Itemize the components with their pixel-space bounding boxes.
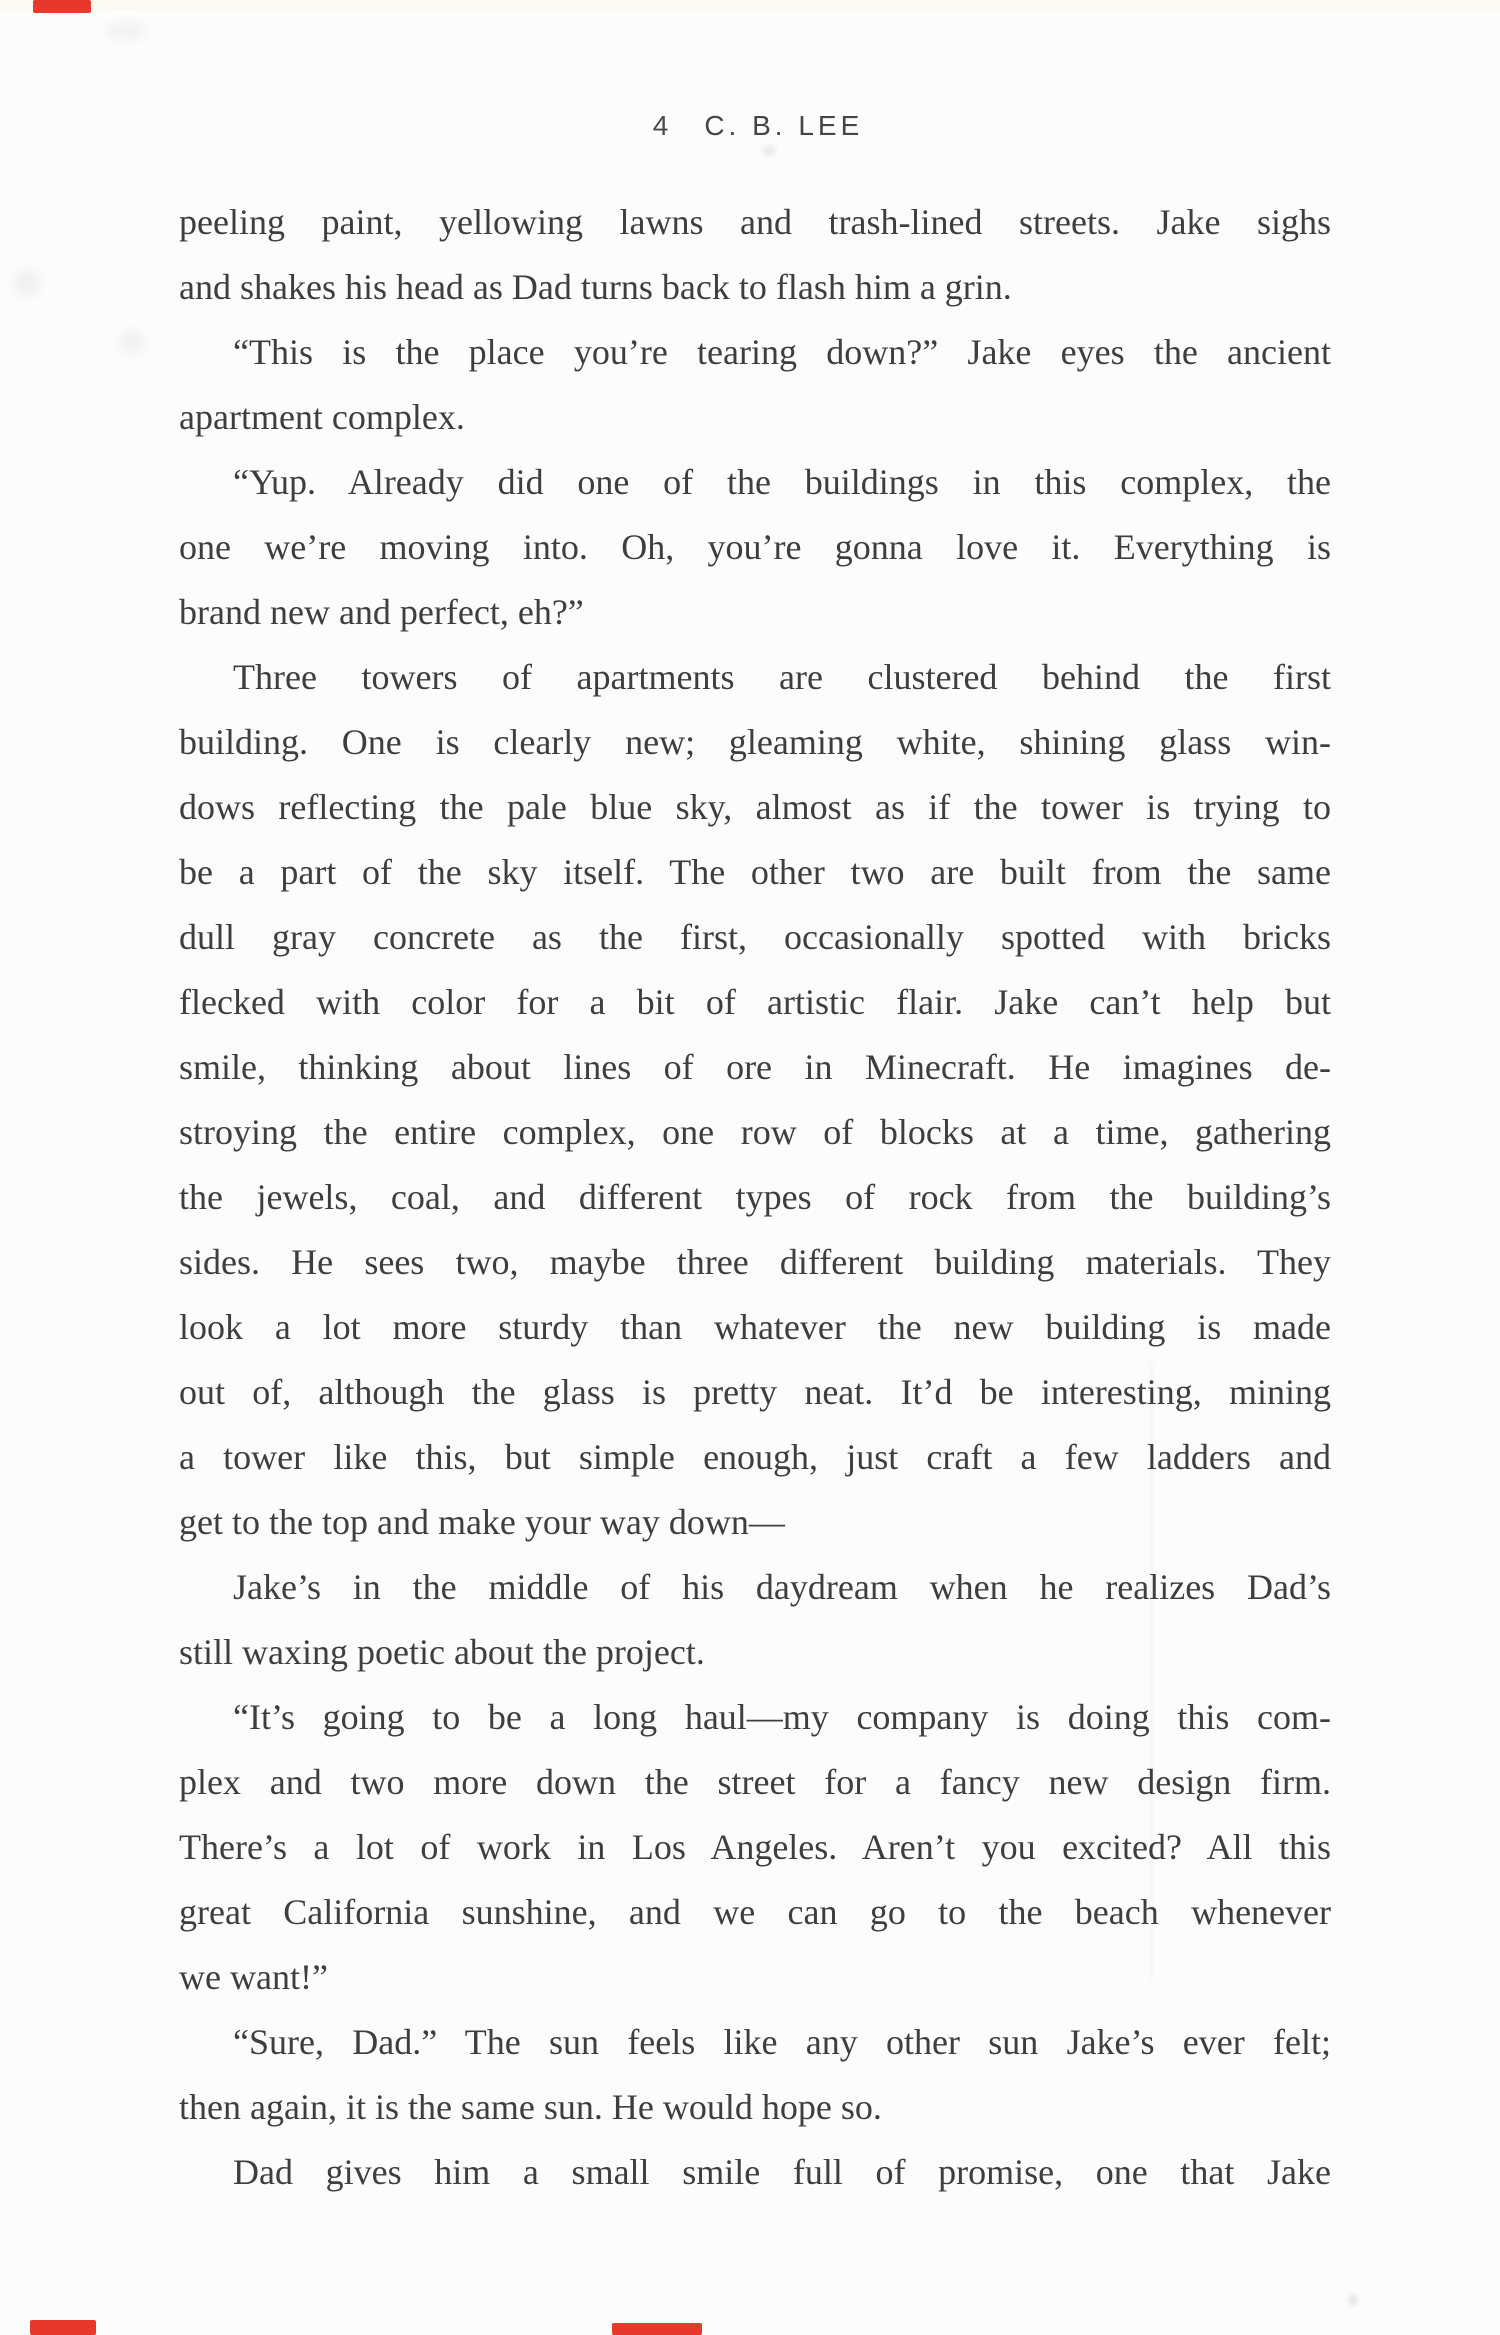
text-line: be a part of the sky itself. The other two are built from the same (179, 852, 1331, 892)
text-line: brand new and perfect, eh?” (179, 592, 584, 632)
scan-smudge (121, 330, 143, 354)
scan-crease (1150, 1360, 1153, 1980)
text-line: look a lot more sturdy than whatever the new building is made (179, 1307, 1331, 1347)
text-line: smile, thinking about lines of ore in Minecraft. He imagines de- (179, 1047, 1331, 1087)
red-edge-mark-bottom-left (30, 2320, 96, 2335)
text-line: stroying the entire complex, one row of blocks at a time, gathering (179, 1112, 1331, 1152)
scan-smudge (14, 270, 40, 296)
text-line: Three towers of apartments are clustered behind the first (233, 657, 1331, 697)
text-line: dull gray concrete as the first, occasionally spotted with bricks (179, 917, 1331, 957)
page-text (179, 190, 1331, 2205)
text-line: get to the top and make your way down— (179, 1502, 785, 1542)
text-line: “Sure, Dad.” The sun feels like any other sun Jake’s ever felt; (233, 2022, 1331, 2062)
text-line: plex and two more down the street for a fancy new design firm. (179, 1762, 1331, 1802)
text-line: still waxing poetic about the project. (179, 1632, 705, 1672)
page-header (0, 110, 1500, 142)
text-line: the jewels, coal, and different types of rock from the building’s (179, 1177, 1331, 1217)
text-line: “This is the place you’re tearing down?” Jake eyes the ancient (233, 332, 1331, 372)
scan-smudge (105, 22, 147, 40)
text-line: Jake’s in the middle of his daydream when he realizes Dad’s (233, 1567, 1331, 1607)
red-edge-mark-bottom-mid (612, 2323, 702, 2335)
page-number: 4 (652, 110, 670, 141)
red-edge-mark-top-left (33, 0, 91, 13)
text-line: sides. He sees two, maybe three different building materials. They (179, 1242, 1331, 1282)
text-line: flecked with color for a bit of artistic flair. Jake can’t help but (179, 982, 1331, 1022)
text-line: great California sunshine, and we can go to the beach whenever (179, 1892, 1331, 1932)
text-line: “It’s going to be a long haul—my company is doing this com- (233, 1697, 1331, 1737)
text-line: apartment complex. (179, 397, 465, 437)
text-line: “Yup. Already did one of the buildings in this complex, the (233, 462, 1331, 502)
text-line: peeling paint, yellowing lawns and trash-lined streets. Jake sighs (179, 202, 1331, 242)
text-line: building. One is clearly new; gleaming white, shining glass win- (179, 722, 1331, 762)
running-head-author: C. B. LEE (704, 110, 864, 141)
scan-smudge (1348, 2294, 1358, 2306)
text-line: one we’re moving into. Oh, you’re gonna love it. Everything is (179, 527, 1331, 567)
text-line: and shakes his head as Dad turns back to flash him a grin. (179, 267, 1012, 307)
text-line: then again, it is the same sun. He would hope so. (179, 2087, 882, 2127)
scan-smudge (762, 146, 776, 156)
text-line: There’s a lot of work in Los Angeles. Aren’t you excited? All this (179, 1827, 1331, 1867)
scan-top-edge (0, 0, 1500, 10)
text-line: we want!” (179, 1957, 328, 1997)
text-line: Dad gives him a small smile full of promise, one that Jake (233, 2152, 1331, 2192)
text-line: a tower like this, but simple enough, just craft a few ladders and (179, 1437, 1331, 1477)
text-line: dows reflecting the pale blue sky, almost as if the tower is trying to (179, 787, 1331, 827)
text-line: out of, although the glass is pretty neat. It’d be interesting, mining (179, 1372, 1331, 1412)
